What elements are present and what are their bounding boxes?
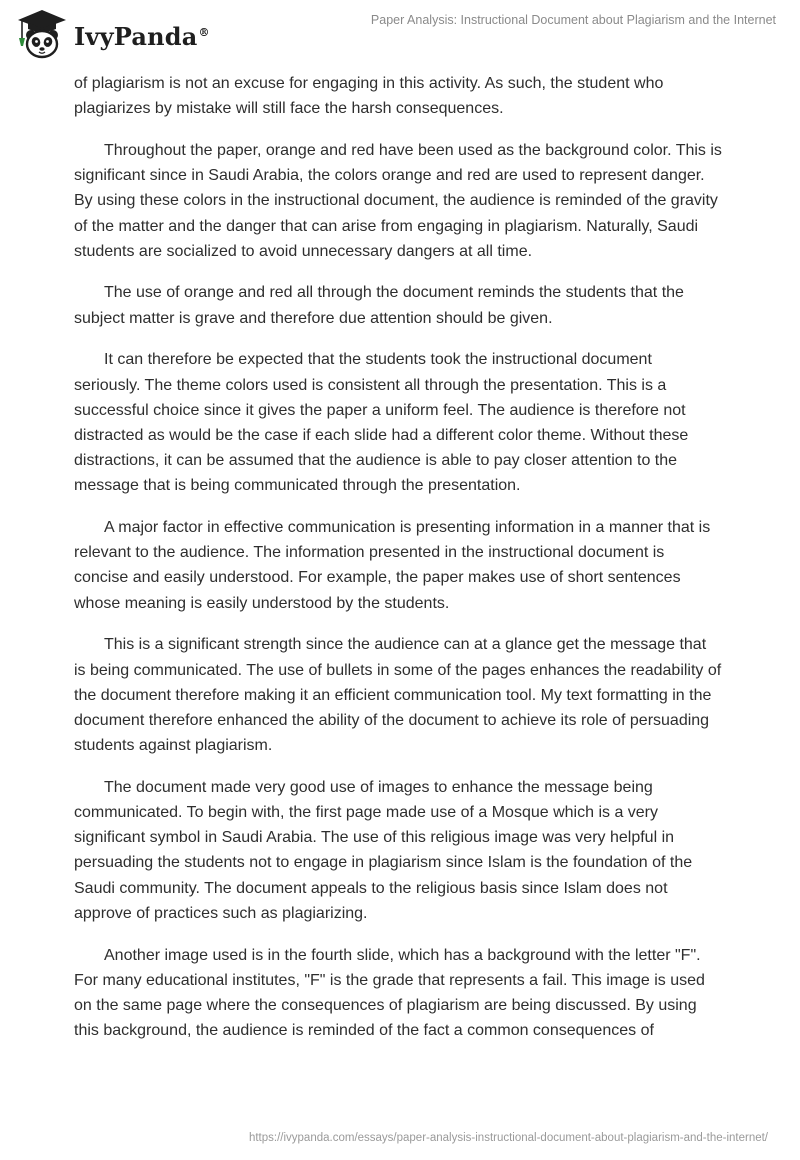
paragraph: This is a significant strength since the audience can at a glance get the message that is being communicated. The use of bullets in some of the pages enhances the readability of the document therefore making it an efficient communication tool. My text formatting in the document therefore enhanced the ability of the document to achieve its role of persuading students against plagiarism. <box>74 636 722 755</box>
essay-body <box>74 71 722 1060</box>
paragraph: Another image used is in the fourth slide, which has a background with the letter "F". For many educational institutes, "F" is the grade that represents a fail. This image is used on the same page where the consequences of plagiarism are being discussed. By using this background, the audience is reminded of the fact a common consequences of <box>74 946 705 1040</box>
panda-graduate-icon <box>14 8 70 60</box>
logo-wordmark: IvyPanda® <box>74 21 210 51</box>
ivypanda-logo[interactable] <box>14 8 210 60</box>
paragraph: Throughout the paper, orange and red have been used as the background color. This is significant since in Saudi Arabia, the colors orange and red are used to represent danger. By using these colors in the instructional document, the audience is reminded of the gravity of the matter and the danger that can arise from engaging in plagiarism. Naturally, Saudi students are socialized to avoid unnecessary dangers at all time. <box>74 141 722 260</box>
paragraph: The document made very good use of images to enhance the message being communicated. To begin with, the first page made use of a Mosque which is a very significant symbol in Saudi Arabia. The use of this religious image was very helpful in persuading the students not to engage in plagiarism since Islam is the foundation of the Saudi community. The document appeals to the religious basis since Islam does not approve of practices such as plagiarizing. <box>74 778 693 922</box>
paragraph: of plagiarism is not an excuse for engaging in this activity. As such, the student who plagiarizes by mistake will still face the harsh consequences. <box>74 75 664 118</box>
paragraph: A major factor in effective communication is presenting information in a manner that is relevant to the audience. The information presented in the instructional document is concise and easily understood. For example, the paper makes use of short sentences whose meaning is easily understood by the students. <box>74 519 711 612</box>
source-url[interactable]: https://ivypanda.com/essays/paper-analysis-instructional-document-about-plagiarism-and-the-internet/ <box>248 1132 768 1144</box>
paragraph: The use of orange and red all through the document reminds the students that the subject matter is grave and therefore due attention should be given. <box>74 284 684 327</box>
document-title: Paper Analysis: Instructional Document about Plagiarism and the Internet <box>370 13 776 27</box>
paragraph: It can therefore be expected that the students took the instructional document seriously. The theme colors used is consistent all through the presentation. This is a successful choice since it gives the paper a uniform feel. The audience is therefore not distracted as would be the case if each slide had a different color theme. Without these distractions, it can be assumed that the audience is able to pay closer attention to the message that is being communicated through the presentation. <box>74 351 689 495</box>
page-header <box>0 0 800 72</box>
